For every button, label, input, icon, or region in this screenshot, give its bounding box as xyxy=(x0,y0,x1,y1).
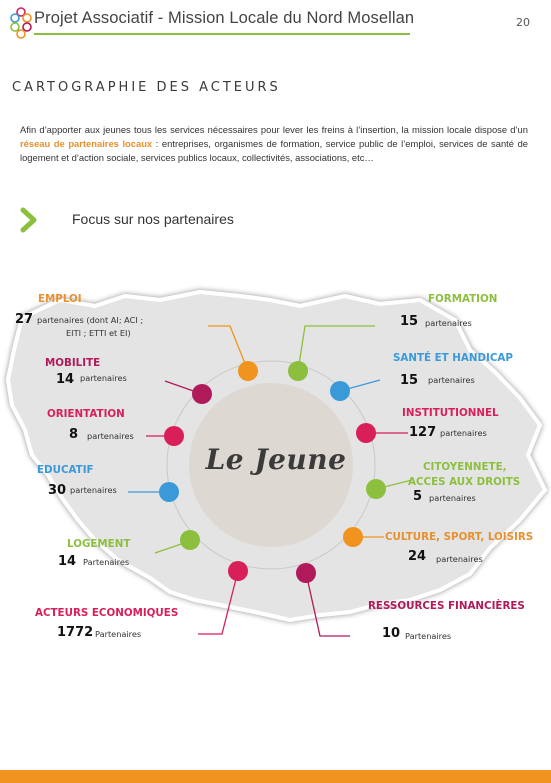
category-formation-count: 15 xyxy=(400,314,419,329)
dot-orientation xyxy=(164,426,184,446)
category-mobilite-title: MOBILITE xyxy=(45,357,101,369)
category-institutionnel-label: partenaires xyxy=(440,428,487,438)
category-culture-count: 24 xyxy=(408,549,427,564)
category-ressources-title: RESSOURCES FINANCIÈRES xyxy=(368,600,525,612)
category-sante-label: partenaires xyxy=(428,375,475,385)
category-emploi-title: EMPLOI xyxy=(38,293,82,305)
category-sante-title: SANTÉ ET HANDICAP xyxy=(393,352,513,364)
category-citoyennete-count: 5 xyxy=(413,489,423,504)
category-logement-count: 14 xyxy=(58,554,77,569)
category-educatif-title: EDUCATIF xyxy=(37,464,94,476)
focus-heading: Focus sur nos partenaires xyxy=(72,211,234,227)
category-logement-label: Partenaires xyxy=(83,557,130,567)
category-institutionnel-title: INSTITUTIONNEL xyxy=(402,407,499,419)
category-emploi-count: 27 xyxy=(15,312,34,327)
page-number: 20 xyxy=(516,16,530,29)
dot-acteurs xyxy=(228,561,248,581)
category-acteurs-count: 1772 xyxy=(57,625,94,640)
section-title: CARTOGRAPHIE DES ACTEURS xyxy=(12,80,281,95)
dot-mobilite xyxy=(192,384,212,404)
category-acteurs-label: Partenaires xyxy=(95,629,142,639)
dot-institutionnel xyxy=(356,423,376,443)
category-emploi-label: partenaires (dont AI; ACI ; xyxy=(37,315,144,325)
document-title: Projet Associatif - Mission Locale du Nord Mosellan xyxy=(34,9,415,27)
category-mobilite-label: partenaires xyxy=(80,373,127,383)
category-orientation-title: ORIENTATION xyxy=(47,408,125,420)
dot-ressources xyxy=(296,563,316,583)
category-ressources-count: 10 xyxy=(382,626,401,641)
dot-educatif xyxy=(159,482,179,502)
dot-sante xyxy=(330,381,350,401)
center-label: Le Jeune xyxy=(205,443,347,476)
dot-emploi xyxy=(238,361,258,381)
category-citoyennete-title: CITOYENNETE, xyxy=(423,461,507,473)
category-logement-title: LOGEMENT xyxy=(67,538,131,550)
dot-citoyennete xyxy=(366,479,386,499)
category-institutionnel-count: 127 xyxy=(409,425,437,440)
category-educatif-count: 30 xyxy=(48,483,67,498)
dot-culture xyxy=(343,527,363,547)
dot-formation xyxy=(288,361,308,381)
category-citoyennete-title-2: ACCES AUX DROITS xyxy=(408,476,521,488)
category-culture-title: CULTURE, SPORT, LOISIRS xyxy=(385,531,534,543)
intro-highlight: réseau de partenaires locaux xyxy=(20,138,153,150)
category-educatif-label: partenaires xyxy=(70,485,117,495)
category-orientation-label: partenaires xyxy=(87,431,134,441)
category-mobilite-count: 14 xyxy=(56,372,75,387)
category-citoyennete-label: partenaires xyxy=(429,493,476,503)
category-acteurs-title: ACTEURS ECONOMIQUES xyxy=(35,607,179,619)
dot-logement xyxy=(180,530,200,550)
category-emploi-label-2: EITI ; ETTI et EI) xyxy=(66,328,131,338)
intro-text-1: Afin d’apporter aux jeunes tous les services nécessaires pour lever les freins à l’insertion, la mission locale dispose d’un xyxy=(20,124,528,135)
category-formation-label: partenaires xyxy=(425,318,472,328)
category-sante-count: 15 xyxy=(400,373,419,388)
category-culture-label: partenaires xyxy=(436,554,483,564)
footer-bar xyxy=(0,770,551,783)
category-formation-title: FORMATION xyxy=(428,293,498,305)
intro-text-2: : entreprises, organismes de formation, service public de l’emploi, services de santé de logement et d’action sociale, services publics locaux, collectivités, associations, etc… xyxy=(20,138,528,164)
category-orientation-count: 8 xyxy=(69,427,79,442)
category-ressources-label: Partenaires xyxy=(405,631,452,641)
